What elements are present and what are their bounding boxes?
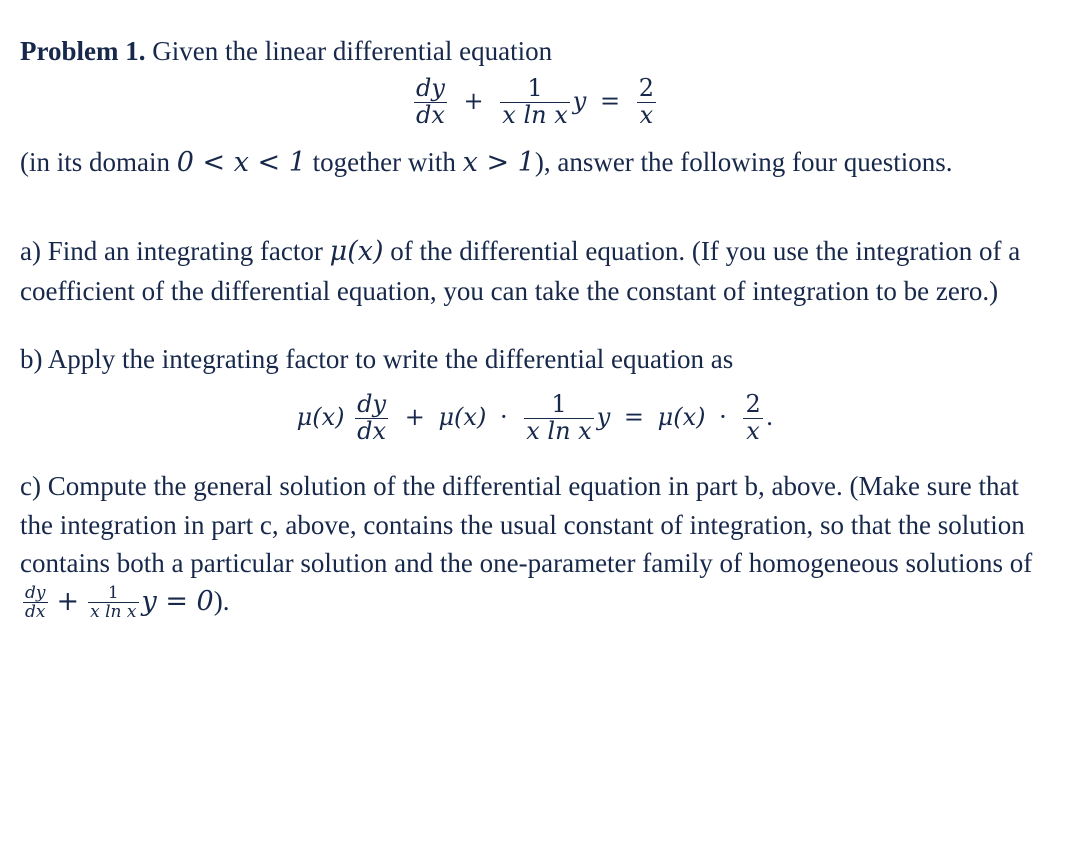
inline-derivative-fraction [23, 584, 48, 622]
coefficient-fraction-b [524, 392, 593, 445]
main-equation [20, 76, 1050, 129]
derivative-numerator-b: dy [357, 390, 387, 419]
derivative-fraction [414, 76, 447, 129]
domain-text-middle: together with [305, 147, 463, 178]
inline-coefficient-fraction [88, 584, 138, 622]
coefficient-numerator: 1 [500, 76, 569, 103]
mu-term-3: μ(x) [657, 403, 706, 432]
inline-equation [20, 582, 214, 623]
inline-coefficient-numerator: 1 [88, 584, 138, 603]
plus-sign: + [463, 87, 484, 116]
inline-coefficient-denominator: x ln x [90, 602, 137, 623]
derivative-fraction-b [355, 392, 388, 445]
part-c-text: c) Compute the general solution of the differential equation in part b, above. (Make sure that the integration in part c, above, contains the usual constant of integration, so that the solution contains both a particular solution and the one-parameter family of homogeneous solutions of [20, 471, 1033, 578]
coefficient-denominator: x ln x [502, 101, 568, 130]
equation-b [20, 392, 1050, 445]
part-a-text-before: a) Find an integrating factor [20, 236, 330, 267]
equals-sign: = [599, 87, 621, 116]
part-c-closing: ). [213, 586, 230, 617]
rhs-denominator-b: x [746, 417, 760, 446]
inline-derivative-denominator: dx [25, 602, 46, 623]
domain-text-before: (in its domain [20, 147, 177, 178]
variable-y-b: y [596, 403, 611, 432]
dot-operator-1: · [499, 403, 508, 432]
rhs-numerator: 2 [638, 74, 654, 103]
derivative-denominator: dx [415, 101, 445, 130]
part-c-paragraph [20, 467, 1050, 621]
mu-term-2: μ(x) [438, 403, 487, 432]
problem-intro [20, 32, 1050, 70]
problem-label: Problem 1. [20, 36, 146, 66]
dot-operator-2: · [719, 403, 727, 432]
rhs-denominator: x [639, 101, 654, 130]
plus-sign-b: + [404, 403, 425, 432]
part-b-paragraph: b) Apply the integrating factor to write the differential equation as [20, 344, 734, 375]
rhs-fraction-b [743, 392, 762, 445]
coefficient-numerator-b: 1 [524, 392, 593, 419]
coefficient-fraction [500, 76, 569, 129]
rhs-numerator-b: 2 [745, 390, 761, 419]
variable-y: y [572, 87, 587, 116]
derivative-denominator-b: dx [357, 417, 387, 446]
mu-term-1: μ(x) [296, 403, 345, 432]
domain-range-2: x > 1 [462, 147, 535, 179]
coefficient-denominator-b: x ln x [526, 417, 592, 446]
inline-plus-sign: + [56, 586, 80, 618]
domain-range-1: 0 < x < 1 [176, 147, 306, 179]
document-page [20, 32, 1050, 622]
equation-period: . [765, 403, 774, 432]
domain-text-after: ), answer the following four questions. [534, 147, 953, 178]
derivative-numerator: dy [415, 74, 445, 103]
integrating-factor-symbol: μ(x) [329, 236, 384, 268]
inline-derivative-numerator: dy [25, 582, 46, 603]
equals-sign-b: = [623, 403, 645, 432]
inline-equation-tail: y = 0 [141, 586, 214, 618]
rhs-fraction [637, 76, 656, 129]
domain-paragraph [20, 143, 1050, 182]
part-a-paragraph [20, 232, 1050, 310]
problem-intro-text: Given the linear differential equation [152, 36, 553, 66]
part-a-text-after: of the differential equation. (If you use the integration of a coefficient of the differential equation, you can take the constant of integration to be zero.) [20, 236, 1021, 306]
